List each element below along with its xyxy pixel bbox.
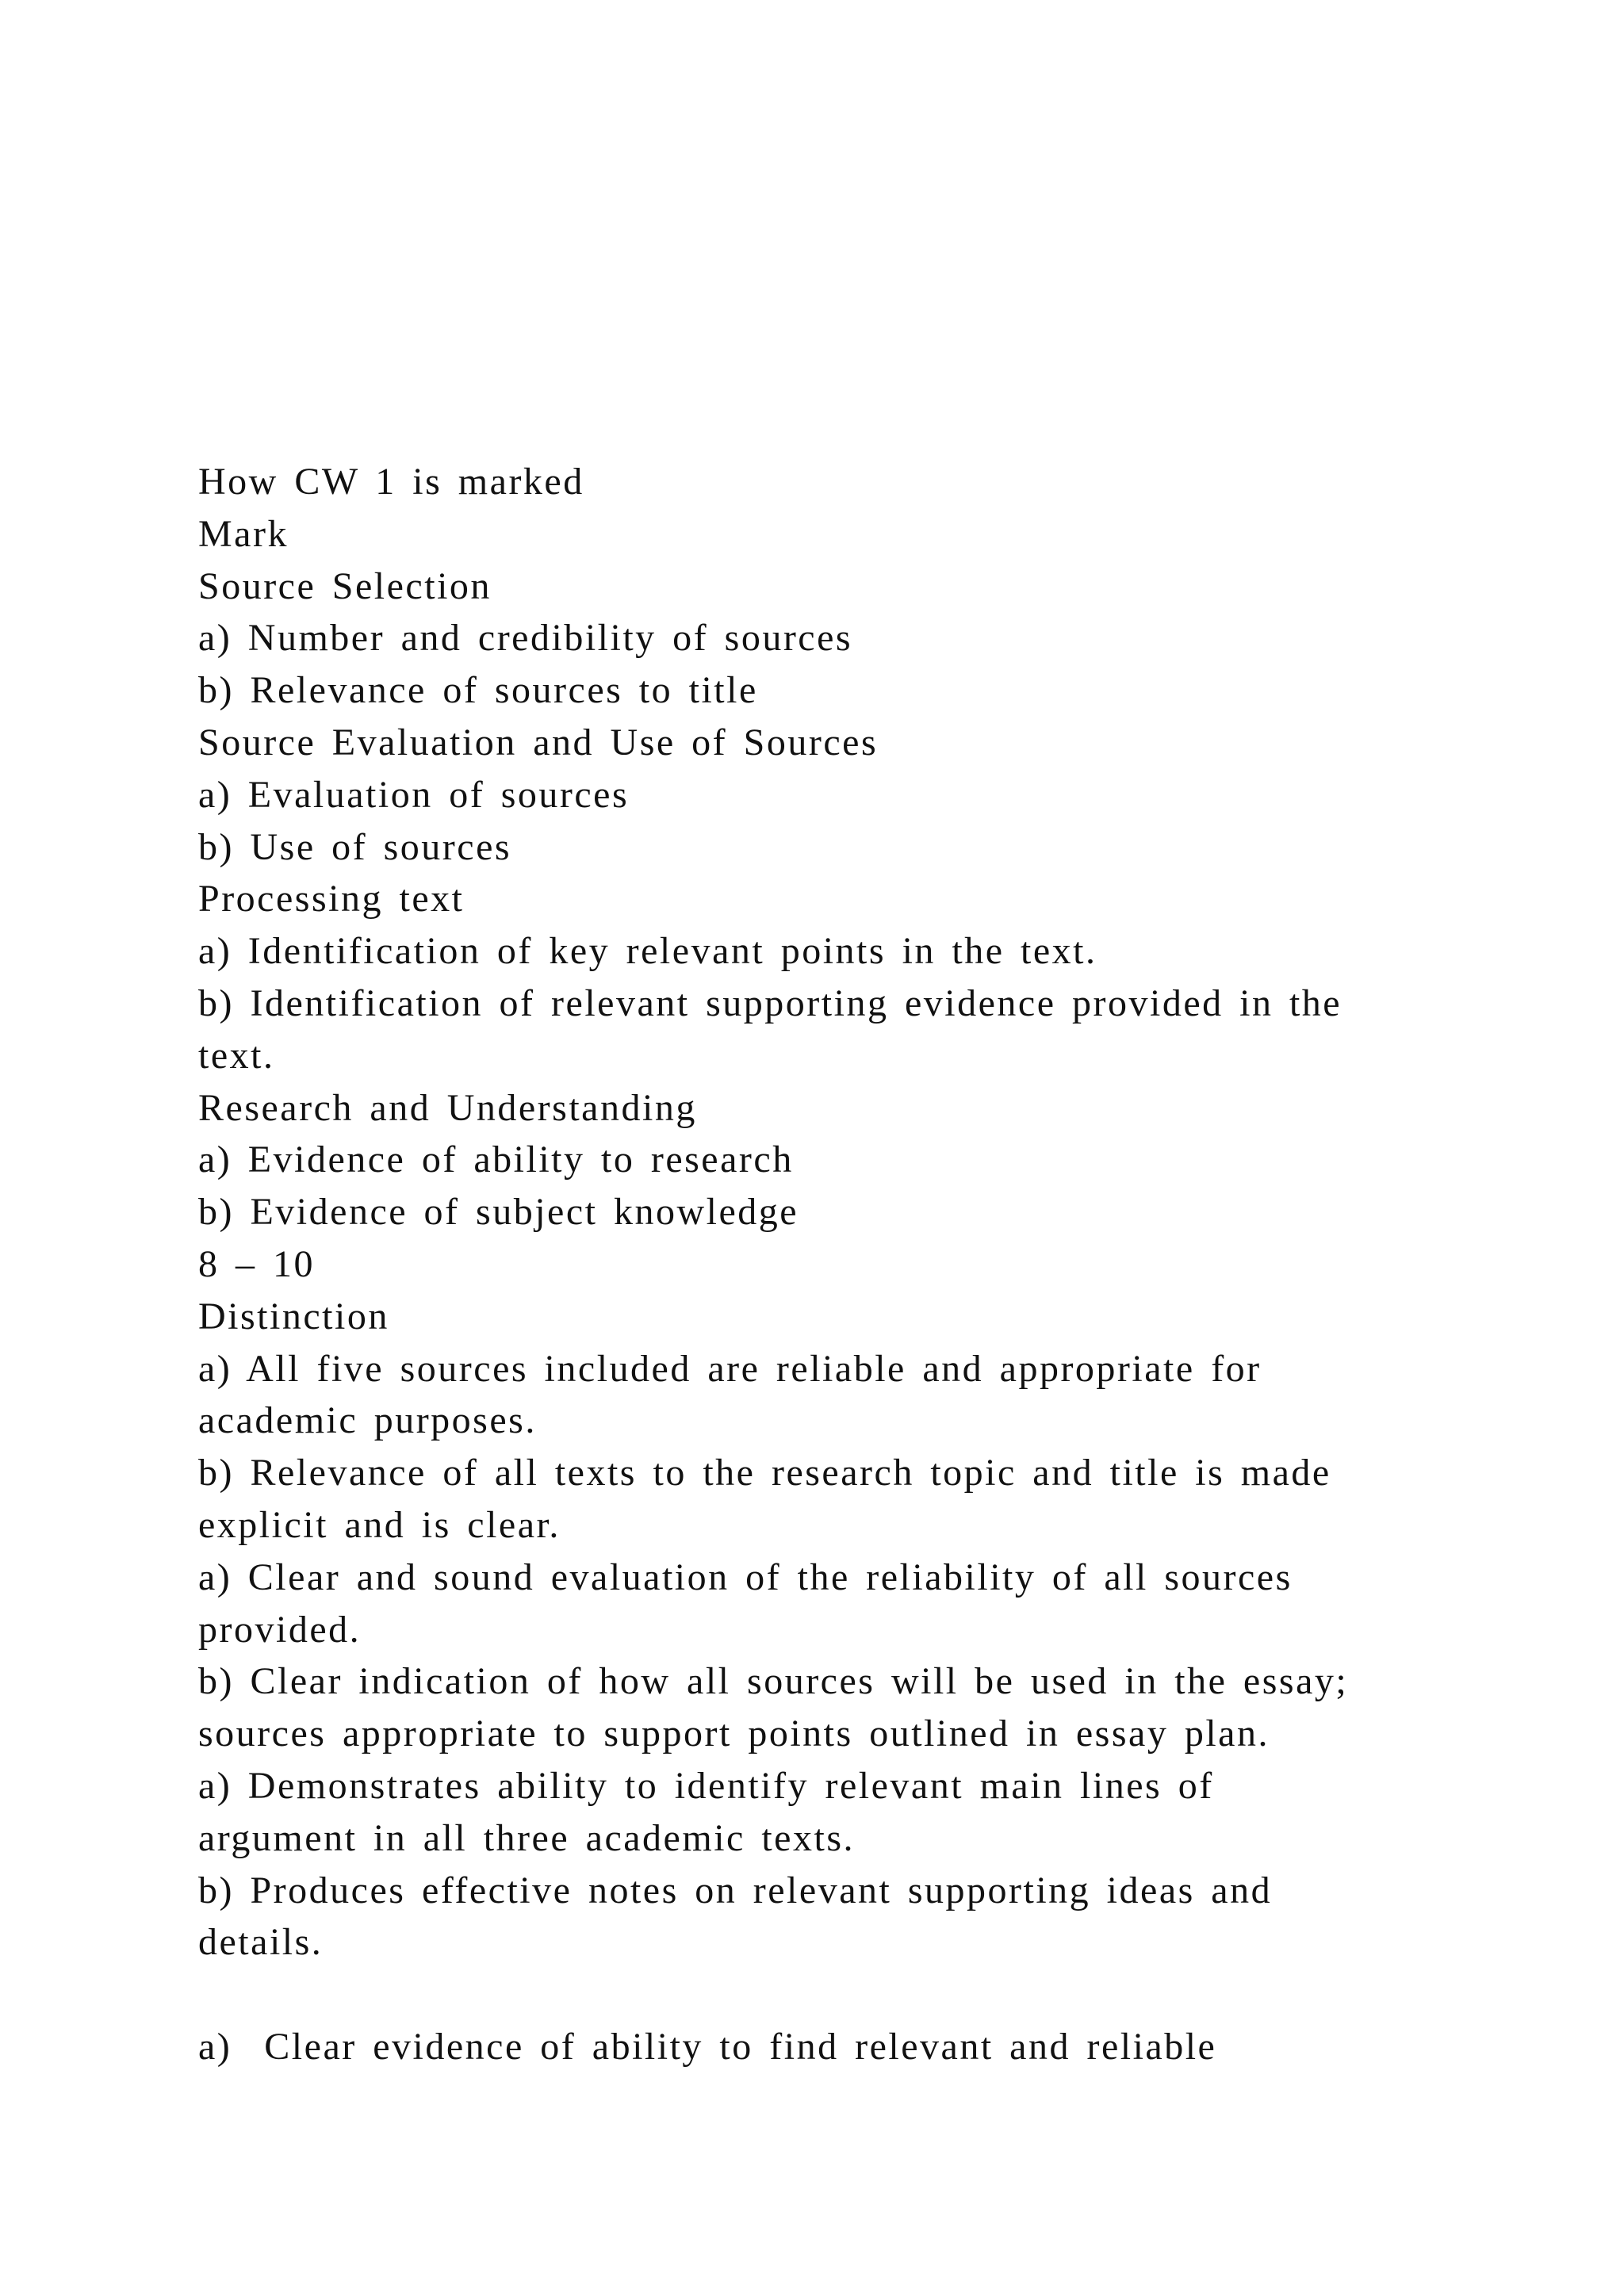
text-line: b) Relevance of sources to title [198, 669, 758, 712]
text-line: argument in all three academic texts. [198, 1816, 855, 1859]
text-line: academic purposes. [198, 1399, 537, 1442]
text-line: details. [198, 1921, 324, 1964]
text-line: provided. [198, 1608, 362, 1651]
text-line: a) Clear and sound evaluation of the reliability of all sources [198, 1556, 1293, 1598]
text-line: a) Clear evidence of ability to find relevant and reliable [198, 2025, 1217, 2068]
section-heading: Processing text [198, 878, 465, 920]
mark-range: 8 – 10 [198, 1242, 315, 1285]
text-line: Mark [198, 512, 289, 555]
text-line: b) Evidence of subject knowledge [198, 1191, 799, 1234]
section-heading: Source Evaluation and Use of Sources [198, 721, 879, 763]
document-title: How CW 1 is marked [198, 461, 584, 503]
section-heading: Source Selection [198, 564, 492, 607]
text-line: a) Number and credibility of sources [198, 617, 853, 660]
text-line: b) Produces effective notes on relevant supporting ideas and [198, 1869, 1273, 1911]
text-line: b) Clear indication of how all sources will be used in the essay; [198, 1660, 1349, 1703]
section-heading: Research and Understanding [198, 1086, 697, 1129]
text-line: a) Demonstrates ability to identify relevant main lines of [198, 1764, 1214, 1807]
text-line: explicit and is clear. [198, 1503, 561, 1546]
blank-line [198, 1969, 1435, 2021]
text-line: sources appropriate to support points outlined in essay plan. [198, 1712, 1270, 1755]
text-line: a) Evaluation of sources [198, 773, 630, 816]
text-line: text. [198, 1034, 275, 1077]
text-line: b) Use of sources [198, 825, 512, 868]
text-line: a) All five sources included are reliable and appropriate for [198, 1347, 1262, 1390]
text-line: a) Identification of key relevant points in the text. [198, 930, 1097, 973]
grade-label: Distinction [198, 1295, 389, 1337]
document-body [198, 456, 1435, 2073]
text-line: b) Relevance of all texts to the research topic and title is made [198, 1452, 1331, 1494]
text-line: a) Evidence of ability to research [198, 1138, 794, 1181]
text-line: b) Identification of relevant supporting evidence provided in the [198, 982, 1342, 1024]
